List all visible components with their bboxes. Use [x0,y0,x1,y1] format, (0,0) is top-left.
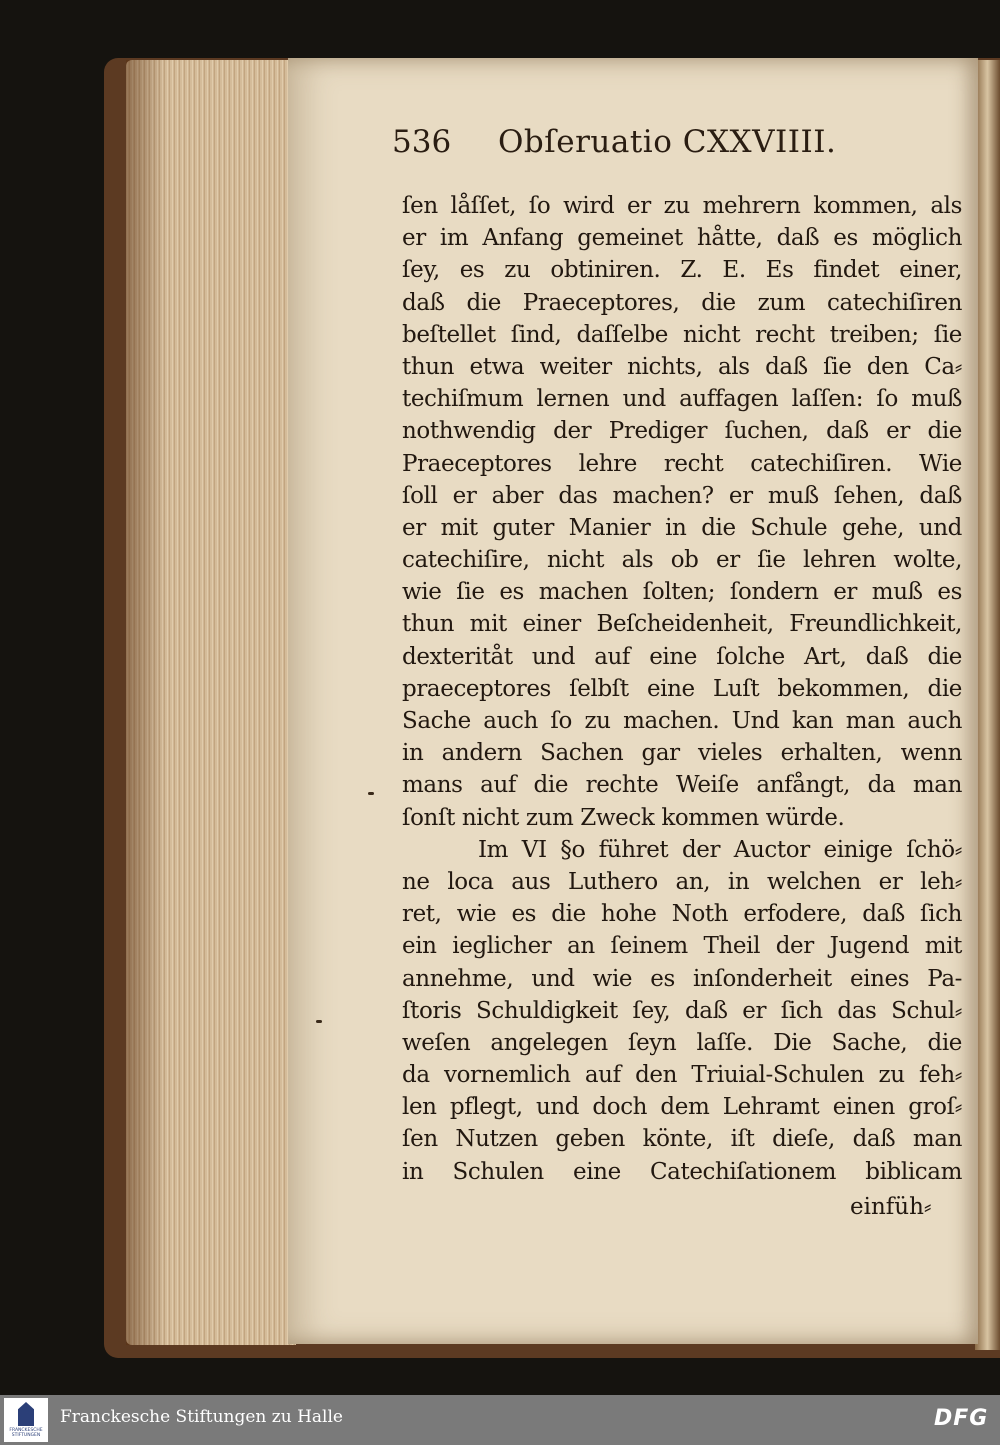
text-line: ſen låſſet, ſo wird er zu mehrern kommen, als [402,193,962,219]
text-line: ein ieglicher an ſeinem Theil der Jugend mit [402,933,962,960]
edge-shadow [126,60,166,1345]
text-line: er mit guter Manier in die Schule gehe, und [402,514,962,541]
page-number: 536 [392,124,452,160]
logo-text: FRANCKESCHE STIFTUNGEN [9,1428,43,1438]
text-line: ne loca aus Luthero an, in welchen er leh⸗ [402,868,962,895]
text-line: dexteritåt und auf eine ſolche Art, daß die [402,643,962,670]
text-line: Praeceptores lehre recht catechiſiren. Wie [402,450,962,477]
running-head-title: Obſeruatio CXXVIIII. [498,124,837,160]
text-line: weſen angelegen ſeyn laſſe. Die Sache, die [402,1029,962,1056]
text-line: catechiſire, nicht als ob er ſie lehren wolte, [402,547,962,574]
text-line: ſey, es zu obtiniren. Z. E. Es findet einer, [402,257,962,284]
body-text [402,190,962,1188]
margin-mark [368,792,374,795]
facing-page-edge [975,60,1000,1350]
footer-bar [0,1395,1000,1445]
dfg-logo[interactable]: DFG [934,1406,989,1431]
text-line: mans auf die rechte Weiſe anfångt, da man [402,772,962,799]
running-head [392,124,952,168]
text-line: Sache auch ſo zu machen. Und kan man auch [402,708,962,734]
text-line: len pflegt, und doch dem Lehramt einen groſ⸗ [402,1094,962,1121]
text-line: Im VI §o führet der Auctor einige ſchö⸗ [478,836,962,863]
catchword: einfüh⸗ [850,1194,932,1220]
text-line: annehme, und wie es inſonderheit eines Pa- [402,965,962,992]
text-line: ſoll er aber das machen? er muß ſehen, daß [402,482,962,509]
text-line: in andern Sachen gar vieles erhalten, wenn [402,740,962,767]
margin-mark [316,1020,322,1023]
text-line: ret, wie es die hohe Noth erfodere, daß ſich [402,901,962,928]
institution-logo[interactable] [4,1398,48,1442]
institution-name: Franckesche Stiftungen zu Halle [60,1407,343,1427]
text-line: thun mit einer Beſcheidenheit, Freundlichkeit, [402,611,962,638]
text-line: ſtoris Schuldigkeit ſey, daß er ſich das Schul⸗ [402,997,962,1024]
text-line: ſonſt nicht zum Zweck kommen würde. [402,804,845,831]
text-line: ſen Nutzen geben könte, iſt dieſe, daß man [402,1126,962,1153]
text-line: beſtellet ſind, daſſelbe nicht recht treiben; ſie [402,321,962,348]
text-line: daß die Praeceptores, die zum catechiſiren [402,289,962,316]
text-line: wie ſie es machen ſolten; ſondern er muß es [402,579,962,606]
text-line: thun etwa weiter nichts, als daß ſie den Ca⸗ [402,353,962,380]
text-line: nothwendig der Prediger ſuchen, daß er die [402,418,962,445]
text-line: in Schulen eine Catechiſationem biblicam [402,1158,962,1185]
text-line: er im Anfang gemeinet håtte, daß es möglich [402,225,962,252]
text-line: praeceptores ſelbſt eine Luſt bekommen, die [402,675,962,702]
building-icon [18,1402,34,1426]
text-line: techiſmum lernen und auffagen laſſen: ſo muß [402,386,962,413]
text-line: da vornemlich auf den Triuial-Schulen zu feh⸗ [402,1062,962,1089]
